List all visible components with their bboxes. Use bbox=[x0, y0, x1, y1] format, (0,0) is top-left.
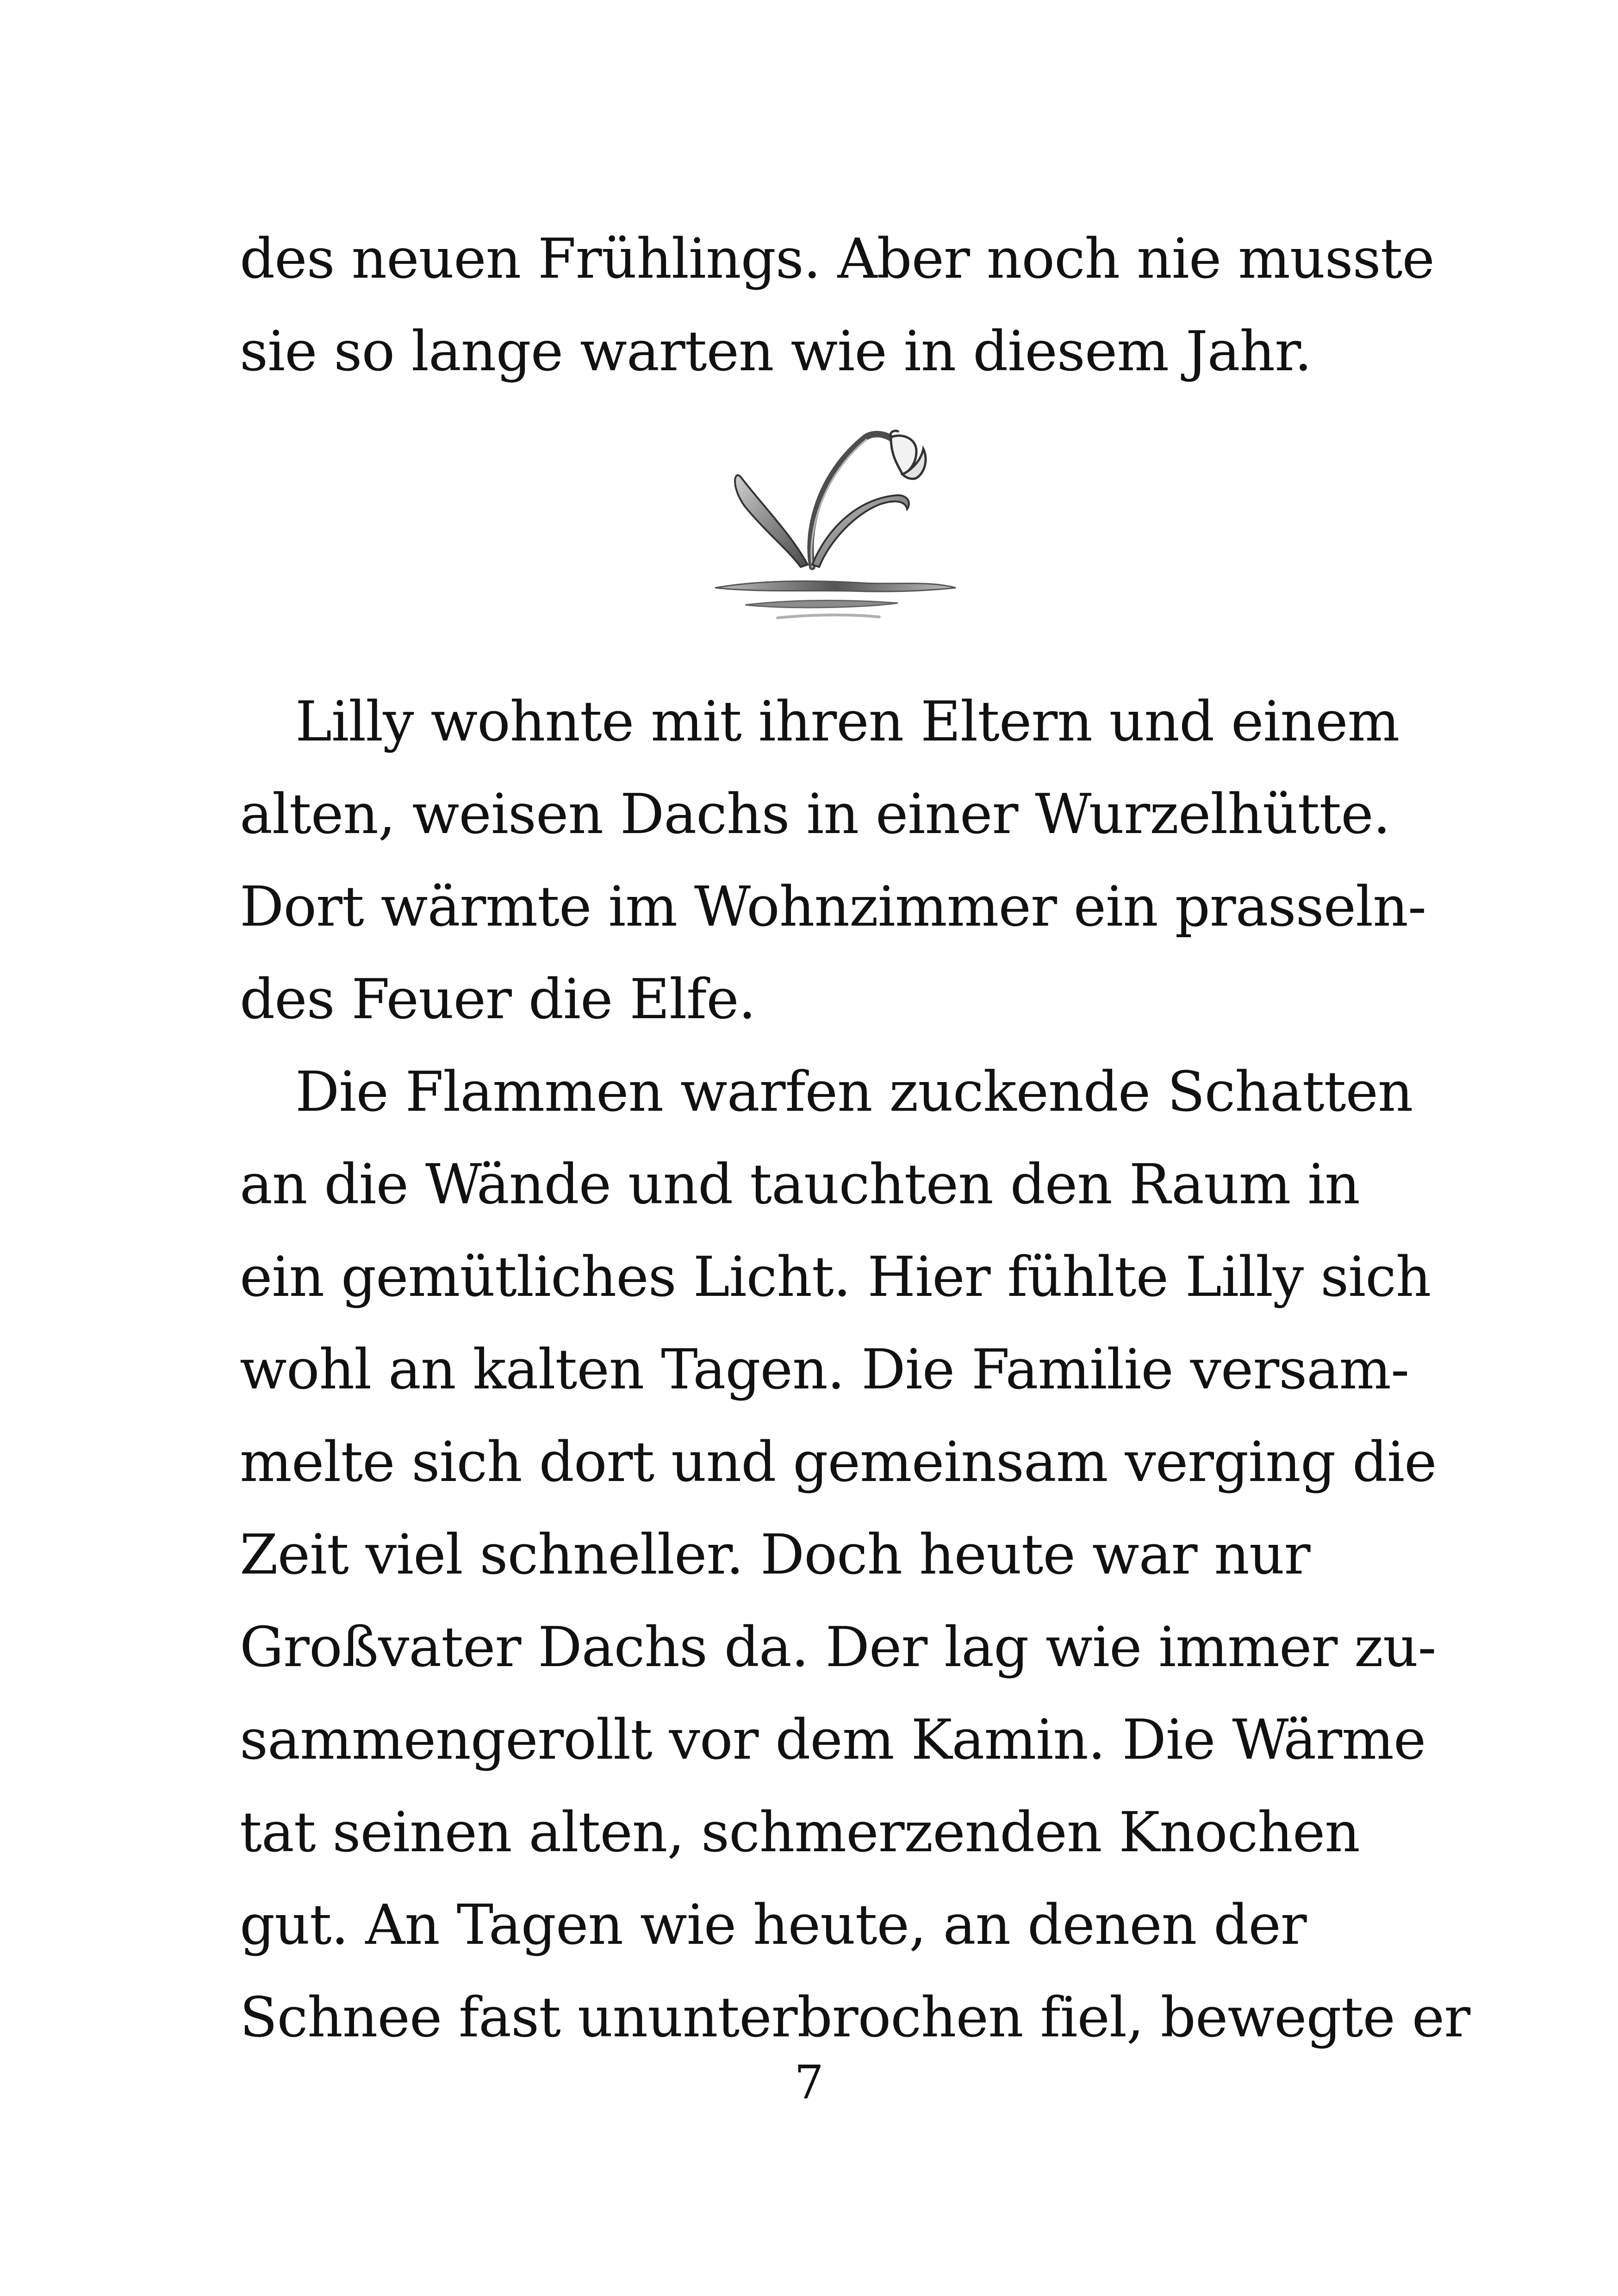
text-line: Die Flammen warfen zuckende Schatten bbox=[295, 1060, 1413, 1124]
text-line: alten, weisen Dachs in einer Wurzelhütte. bbox=[240, 783, 1390, 846]
text-block-top bbox=[240, 213, 1434, 398]
text-block-main bbox=[240, 676, 1470, 2064]
text-line: ein gemütliches Licht. Hier fühlte Lilly sich bbox=[240, 1245, 1431, 1309]
snowdrop-flower-icon bbox=[713, 423, 958, 627]
text-line: Schnee fast ununterbrochen fiel, bewegte er bbox=[240, 1986, 1470, 2050]
text-line: Lilly wohnte mit ihren Eltern und einem bbox=[295, 690, 1400, 754]
text-line: wohl an kalten Tagen. Die Familie versam- bbox=[240, 1338, 1409, 1402]
text-line: sammengerollt vor dem Kamin. Die Wärme bbox=[240, 1708, 1426, 1772]
text-line: Großvater Dachs da. Der lag wie immer zu- bbox=[240, 1616, 1436, 1680]
paragraph-3 bbox=[240, 1046, 1470, 2064]
text-line: sie so lange warten wie in diesem Jahr. bbox=[240, 320, 1312, 384]
text-line: des neuen Frühlings. Aber noch nie musste bbox=[240, 227, 1434, 291]
text-line: gut. An Tagen wie heute, an denen der bbox=[240, 1893, 1307, 1957]
text-line: Dort wärmte im Wohnzimmer ein prasseln- bbox=[240, 875, 1426, 939]
paragraph-2 bbox=[240, 676, 1425, 1046]
text-line: des Feuer die Elfe. bbox=[240, 968, 756, 1032]
text-line: an die Wände und tauchten den Raum in bbox=[240, 1153, 1360, 1217]
text-line: Zeit viel schneller. Doch heute war nur bbox=[240, 1523, 1310, 1587]
paragraph-1 bbox=[240, 213, 1434, 398]
text-line: tat seinen alten, schmerzenden Knochen bbox=[240, 1801, 1360, 1865]
page-number: 7 bbox=[794, 2055, 824, 2109]
text-line: melte sich dort und gemeinsam verging die bbox=[240, 1431, 1437, 1494]
